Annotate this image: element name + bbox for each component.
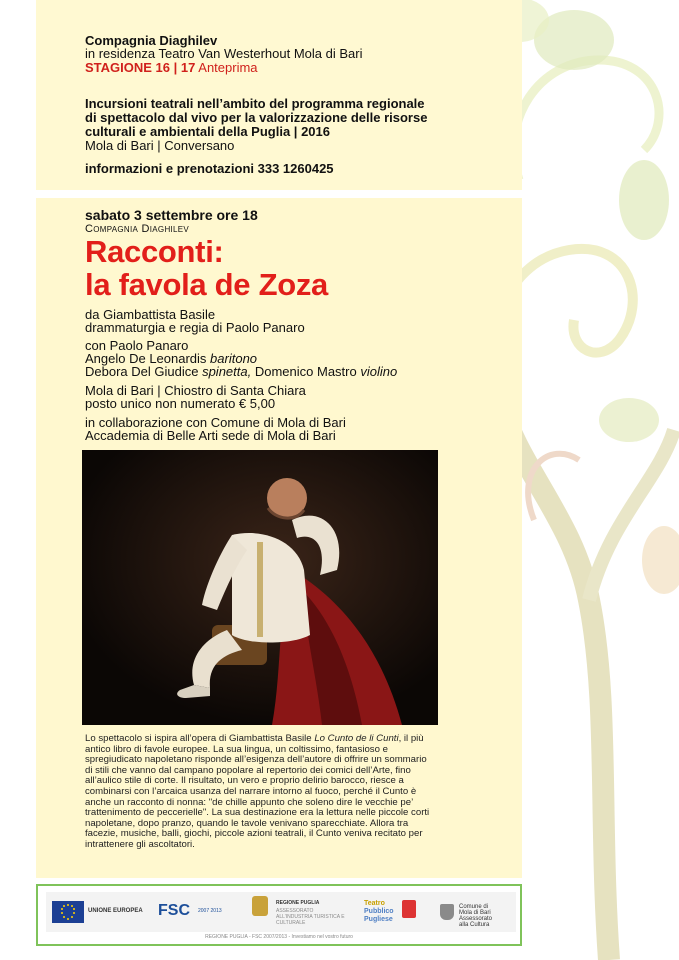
intro-line-1: Incursioni teatrali nell’ambito del programma regionale	[85, 96, 425, 111]
intro-line-2: di spettacolo dal vivo per la valorizzazione delle risorse	[85, 110, 428, 125]
cast-line-3	[85, 365, 397, 379]
season-line	[85, 60, 258, 75]
intro-places	[85, 139, 234, 153]
season-year: 17	[180, 60, 196, 75]
cast-4-name: Domenico Mastro	[254, 364, 357, 379]
event-direction: drammaturgia e regia di Paolo Panaro	[85, 320, 305, 335]
cast-3-role: spinetta,	[202, 364, 252, 379]
work-title: Lo Cunto de li Cunti	[314, 733, 399, 744]
place-conversano: Conversano	[164, 138, 235, 153]
show-description	[85, 734, 430, 851]
comune-line-2: Mola di Bari	[459, 910, 491, 916]
eu-label: UNIONE EUROPEA	[88, 908, 143, 914]
company-name: Compagnia Diaghilev	[85, 33, 218, 48]
puglia-sub: ASSESSORATO ALL’INDUSTRIA TURISTICA E CULTURALE	[276, 908, 345, 926]
event-title-line-1: Racconti:	[85, 234, 224, 269]
place-sep: |	[157, 138, 161, 153]
venue-sep: |	[157, 383, 161, 398]
logo-footer: REGIONE PUGLIA - FSC 2007/2013 - Investiamo nel vostro futuro	[205, 934, 353, 940]
fsc-years: 2007 2013	[198, 908, 222, 914]
collaboration-2: Accademia di Belle Arti sede di Mola di Bari	[85, 428, 336, 443]
actor-illustration	[82, 450, 438, 725]
place-mola: Mola di Bari	[85, 138, 154, 153]
tpp-icon	[402, 900, 416, 918]
event-author: da Giambattista Basile	[85, 307, 216, 322]
comune-line-1: Comune di	[459, 904, 489, 910]
season-separator: |	[173, 60, 178, 75]
residency: in residenza Teatro Van Westerhout Mola di Bari	[85, 46, 363, 61]
venue-place: Chiostro di Santa Chiara	[164, 383, 306, 398]
ticket-price: posto unico non numerato € 5,00	[85, 396, 276, 411]
intro-line-3	[85, 125, 330, 139]
event-company: Compagnia Diaghilev	[85, 223, 190, 235]
intro-line-3-sep: |	[293, 124, 298, 139]
intro-line-3-year: 2016	[301, 124, 330, 139]
cast-2-name: Angelo De Leonardis	[85, 351, 207, 366]
season-note: Anteprima	[198, 60, 258, 75]
cast-3-name: Debora Del Giudice	[85, 364, 199, 379]
collaboration-1: in collaborazione con Comune di Mola di Bari	[85, 415, 346, 430]
intro-line-3-text: culturali e ambientali della Puglia	[85, 124, 291, 139]
cast-intro: con Paolo Panaro	[85, 338, 189, 353]
event-date: sabato 3 settembre ore 18	[85, 207, 258, 223]
description-part-1: Lo spettacolo si ispira all’opera di Giambattista Basile	[85, 733, 315, 744]
puglia-label: REGIONE PUGLIA	[276, 900, 320, 906]
performance-photo	[82, 450, 438, 725]
event-title-line-2: la favola de Zoza	[85, 267, 328, 302]
puglia-crest-icon	[252, 896, 268, 916]
venue-city: Mola di Bari	[85, 383, 154, 398]
cast-2-role: baritono	[210, 351, 258, 366]
tpp-line-3: Pugliese	[364, 916, 393, 923]
tpp-line-1: Teatro	[364, 900, 385, 907]
comune-crest-icon	[440, 904, 454, 920]
comune-logo	[432, 884, 522, 946]
fsc-logo: FSC	[158, 902, 190, 919]
description-part-2: , il più antico libro di favole europee. La sua lingua, un coltissimo, fantasioso e spregiudicato napoletano risponde all’esigenza dell’autore di offrire un sommario di stili che vanno dal campano popolare al repertorio dei comici dell’Arte, fino all’aulico stile di corte. Il risultato, un vero e proprio delirio barocco, riesce a combinarsi con l’arcaica usanza del narrare intorno al fuoco, perché il Cunto è anche un racconto di nonna: "de chille appunto che soleno dire le vecchie pe’ trattenimento de peccerielle". La sua destinazione era la lettura nelle piccole corti napoletane, dopo pranzo, quando le tavole venivano sparecchiate. Allora tra facezie, musiche, balli, giochi, piccole azioni teatrali, il Cunto veniva recitato per intrattenere gli ascoltatori.	[85, 733, 430, 850]
eu-flag-icon	[52, 901, 84, 923]
tpp-line-2: Pubblico	[364, 908, 394, 915]
comune-line-3: Assessorato	[459, 916, 493, 922]
booking-info: informazioni e prenotazioni 333 1260425	[85, 161, 334, 176]
comune-line-4: alla Cultura	[459, 922, 490, 928]
season-label: STAGIONE 16	[85, 60, 171, 75]
cast-4-role: violino	[360, 364, 398, 379]
